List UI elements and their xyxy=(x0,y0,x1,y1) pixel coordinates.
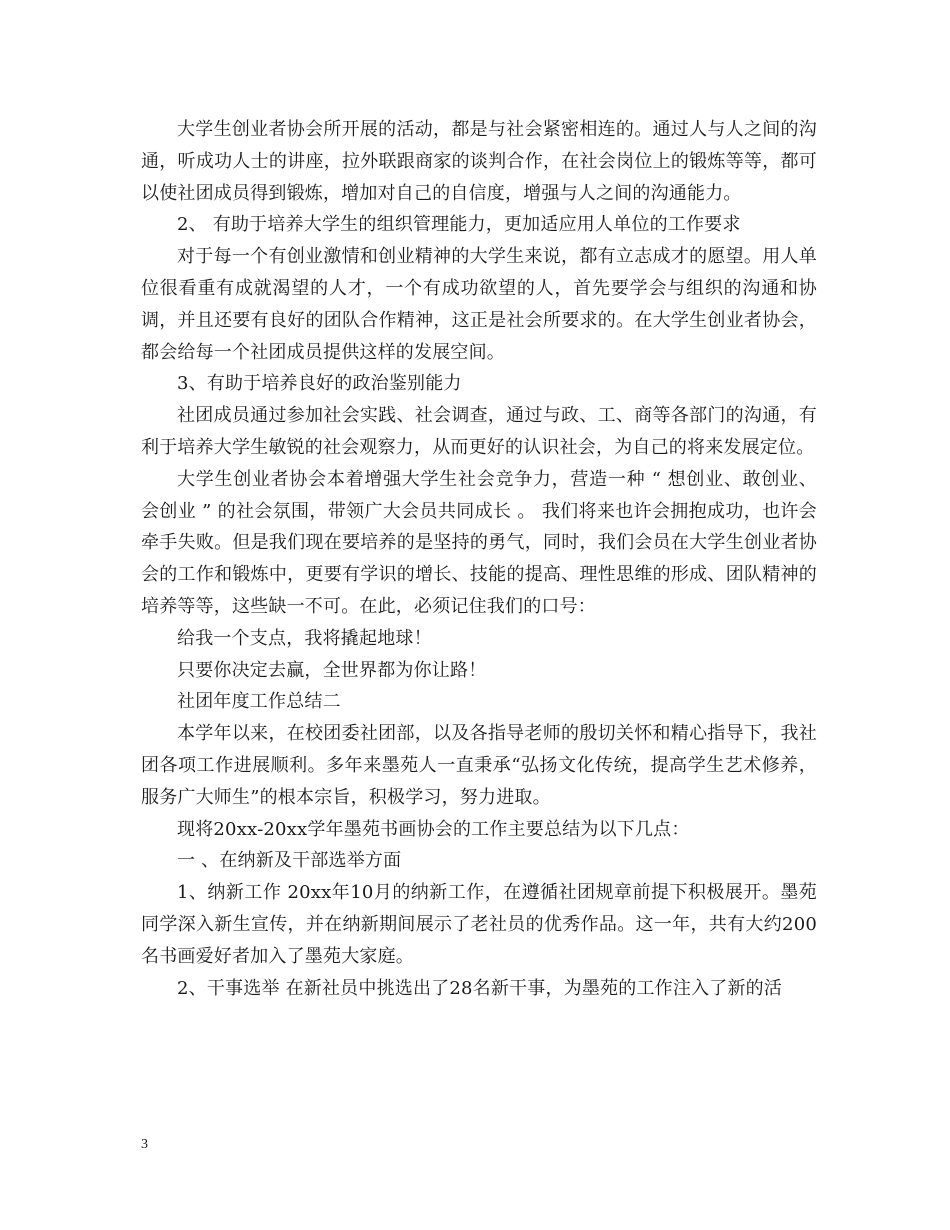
section-title-summary-two: 社团年度工作总结二 xyxy=(177,691,341,713)
paragraph-activities: 大学生创业者协会所开展的活动，都是与社会紧密相连的。通过人与人之间的沟通，听成功人士的讲座，拉外联跟商家的谈判合作，在社会岗位上的锻炼等等，都可以使社团成员得到锻炼，增加对自己的自信度，增强与人之间的沟通能力。 xyxy=(141,119,817,204)
paragraph-management: 对于每一个有创业激情和创业精神的大学生来说，都有立志成才的愿望。用人单位很看重有成就渴望的人才，一个有成功欲望的人，首先要学会与组织的沟通和协调，并且还要有良好的团队合作精神，这正是社会所要求的。在大学生创业者协会，都会给每一个社团成员提供这样的发展空间。 xyxy=(141,246,817,363)
paragraph-slogan-1: 给我一个支点，我将撬起地球！ xyxy=(177,627,432,649)
paragraph-summary-intro: 现将20xx-20xx学年墨苑书画协会的工作主要总结为以下几点： xyxy=(177,818,690,840)
paragraph-social-practice: 社团成员通过参加社会实践、社会调查，通过与政、工、商等各部门的沟通，有利于培养大学生敏锐的社会观察力，从而更好的认识社会，为自己的将来发展定位。 xyxy=(141,405,817,458)
paragraph-association-goal: 大学生创业者协会本着增强大学生社会竞争力，营造一种 “ 想创业、敢创业、会创业 ” 的社会氛围，带领广大会员共同成长 。 我们将来也许会拥抱成功，也许会牵手失败。但是我们现在要培养的是坚持的勇气，同时，我们会员在大学生创业者协会的工作和锻炼中，更要有学识的增长、技能的提高、理性思维的形成、团队精神的培养等等，这些缺一不可。在此，必须记住我们的口号： xyxy=(141,468,817,617)
paragraph-year-overview: 本学年以来，在校团委社团部，以及各指导老师的殷切关怀和精心指导下，我社团各项工作进展顺利。多年来墨苑人一直秉承“弘扬文化传统，提高学生艺术修养，服务广大师生”的根本宗旨，积极学习，努力进取。 xyxy=(141,723,817,808)
paragraph-point-2: 2、 有助于培养大学生的组织管理能力，更加适应用人单位的工作要求 xyxy=(177,214,741,236)
section-heading-recruitment: 一 、在纳新及干部选举方面 xyxy=(177,850,402,872)
paragraph-recruitment-work: 1、纳新工作 20xx年10月的纳新工作，在遵循社团规章前提下积极展开。墨苑同学深入新生宣传，并在纳新期间展示了老社员的优秀作品。这一年，共有大约200名书画爱好者加入了墨苑大家庭。 xyxy=(141,882,817,967)
paragraph-officer-selection: 2、干事选举 在新社员中挑选出了28名新干事，为墨苑的工作注入了新的活 xyxy=(177,977,783,999)
document-body xyxy=(141,114,817,1004)
paragraph-point-3: 3、有助于培养良好的政治鉴别能力 xyxy=(177,373,462,395)
page-number: 3 xyxy=(141,1137,148,1152)
paragraph-slogan-2: 只要你决定去赢，全世界都为你让路！ xyxy=(177,659,487,681)
